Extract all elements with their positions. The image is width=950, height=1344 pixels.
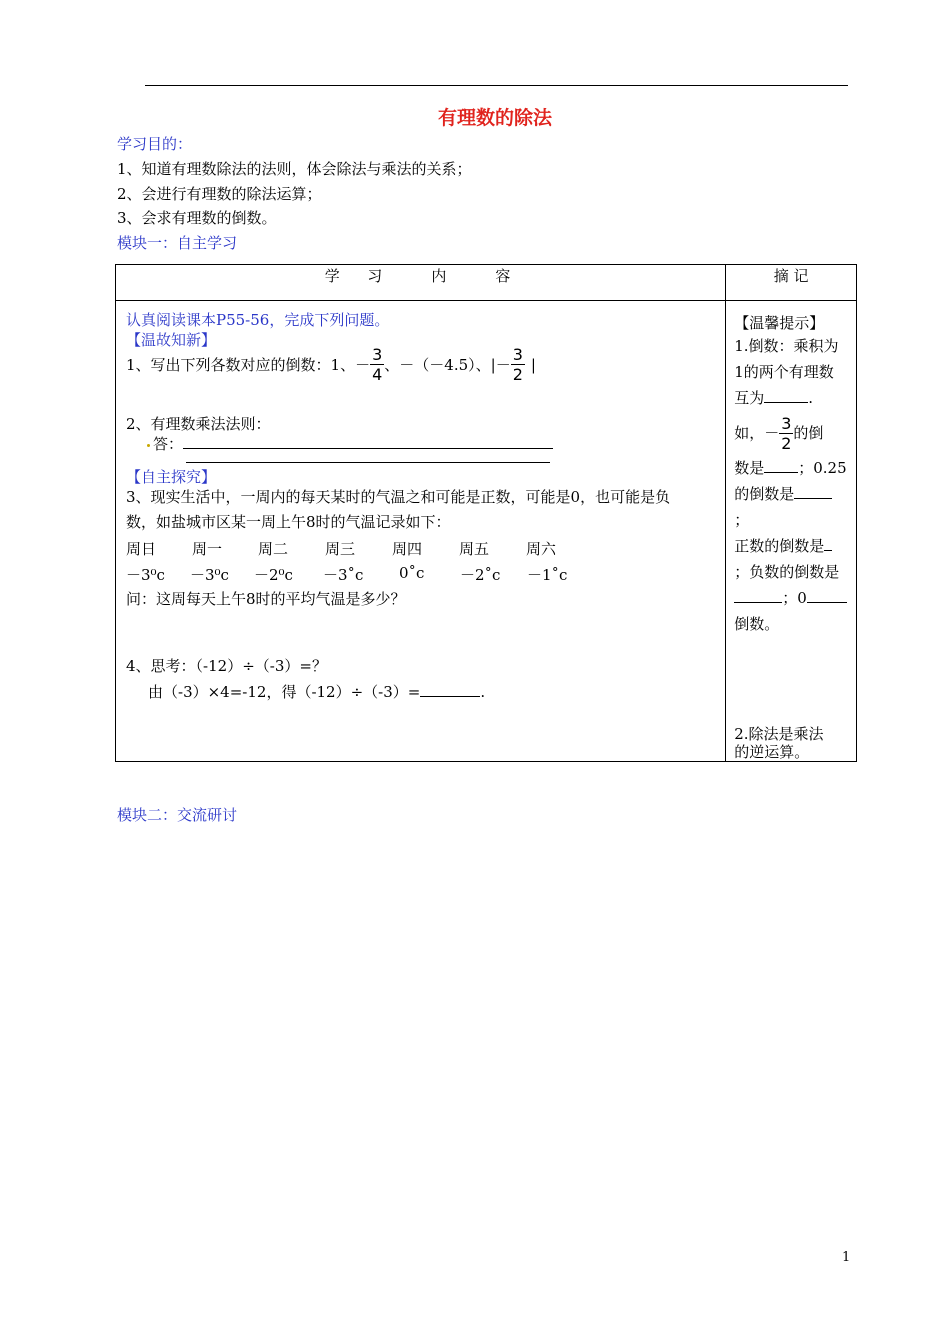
goal-item-1: 1、知道有理数除法的法则，体会除法与乘法的关系； [117, 160, 472, 178]
note-blank-4[interactable] [824, 538, 832, 551]
temperature: －3⁰c [190, 566, 229, 584]
section-explore: 【自主探究】 [126, 468, 217, 486]
intro-text: 认真阅读课本P55-56，完成下列问题。 [126, 311, 390, 329]
header-rule [145, 85, 848, 86]
note-blank-3[interactable] [794, 486, 832, 499]
page-title: 有理数的除法 [437, 107, 552, 129]
goal-item-2: 2、会进行有理数的除法运算； [117, 185, 322, 203]
answer-line: 答： [144, 433, 553, 454]
temperature: －3⁰c [126, 566, 165, 584]
notes-content: 【温馨提示】 1.倒数：乘积为 1的两个有理数 互为 . 如，－ $\frac{3}{2}$ 的倒 数是 ；0.25 的倒数是 ； 正数的倒数是 ；负数的倒数是 ；0 倒数。 [734, 314, 847, 633]
note-blank-5[interactable] [734, 590, 782, 603]
question-3-line1: 3、现实生活中，一周内的每天某时的气温之和可能是正数，可能是0，也可能是负 [126, 488, 671, 506]
content-cell [116, 301, 726, 762]
weekday: 周一 [192, 540, 223, 558]
section-review: 【温故知新】 [126, 331, 217, 349]
dot-marker [147, 444, 150, 447]
notes-cell [726, 301, 857, 762]
content-header: 学 习 内 容 [116, 265, 726, 301]
note-blank-2[interactable] [764, 460, 798, 473]
weekday: 周四 [392, 540, 423, 558]
weekday: 周三 [325, 540, 356, 558]
temperature: －1˚c [527, 566, 568, 584]
question-3-ask: 问：这周每天上午8时的平均气温是多少？ [126, 590, 406, 608]
fraction-3-2-note: $\frac{3}{2}$ [781, 413, 792, 453]
weekday: 周六 [526, 540, 557, 558]
weekday: 周五 [459, 540, 490, 558]
weekday-row [126, 538, 726, 558]
temperature: －3˚c [323, 566, 364, 584]
goals-heading: 学习目的： [117, 135, 193, 153]
question-4-line1: 4、思考：（-12）÷（-3）=？ [126, 657, 327, 675]
temperature: －2⁰c [254, 566, 293, 584]
answer-blank-2[interactable] [186, 462, 550, 463]
fraction-3-2: $\frac{3}{2}$ [512, 345, 523, 384]
answer-blank-3[interactable] [420, 684, 480, 697]
study-table [115, 264, 857, 762]
page-number: 1 [842, 1250, 851, 1265]
weekday: 周日 [126, 540, 157, 558]
notes-division-hint: 2.除法是乘法 的逆运算。 [734, 725, 824, 761]
fraction-3-4: $\frac{3}{4}$ [372, 345, 383, 384]
module2-heading: 模块二：交流研讨 [117, 806, 238, 824]
goal-item-3: 3、会求有理数的倒数。 [117, 209, 277, 227]
note-blank-1[interactable] [764, 390, 808, 403]
question-3-line2: 数，如盐城市区某一周上午8时的气温记录如下： [126, 513, 451, 531]
temperature-row [126, 564, 726, 584]
temperature: 0˚c [399, 564, 425, 582]
question-1: 1、写出下列各数对应的倒数：1、－ $\frac{3}{4}$ 、－（－4.5）、|－ $\frac{3}{2}$ | [126, 345, 536, 384]
answer-blank-1[interactable] [183, 436, 553, 449]
weekday: 周二 [258, 540, 289, 558]
question-2: 2、有理数乘法法则： [126, 415, 271, 433]
note-blank-6[interactable] [807, 590, 847, 603]
temperature: －2˚c [460, 566, 501, 584]
module1-heading: 模块一：自主学习 [117, 234, 238, 252]
notes-header: 摘 记 [726, 265, 857, 301]
question-4-line2: 由（-3）×4=-12，得（-12）÷（-3）= . [148, 683, 486, 701]
